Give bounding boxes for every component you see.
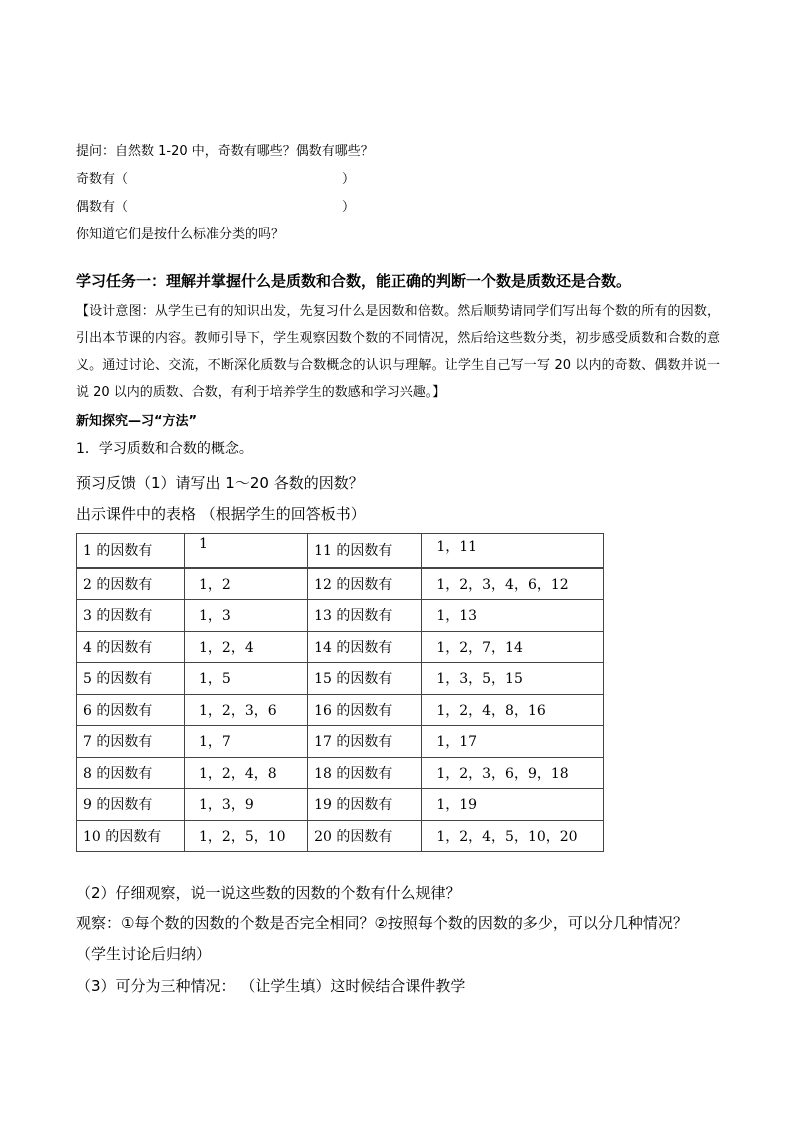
factor-table [76, 533, 604, 852]
number-label-cell: 5 的因数有 [77, 663, 185, 695]
number-label-cell: 7 的因数有 [77, 726, 185, 758]
factor-values-cell: 1，2，5，10 [185, 820, 308, 852]
factor-values-cell: 1，2，3，4，6，12 [422, 568, 604, 600]
factor-values-cell: 1，2，3，6，9，18 [422, 757, 604, 789]
number-label-cell: 2 的因数有 [77, 568, 185, 600]
table-row [77, 534, 604, 568]
question-3: （3）可分为三种情况： （让学生填）这时候结合课件教学 [76, 977, 466, 995]
intro-question: 提问：自然数 1-20 中，奇数有哪些？偶数有哪些？ [76, 144, 374, 159]
step-1: 1．学习质数和合数的概念。 [76, 441, 253, 457]
factor-values-cell: 1，2，4 [185, 631, 308, 663]
factor-values-cell: 1，17 [422, 726, 604, 758]
number-label-cell: 3 的因数有 [77, 600, 185, 632]
factor-values-cell: 1，2，3，6 [185, 694, 308, 726]
number-label-cell: 9 的因数有 [77, 789, 185, 821]
factor-values-cell: 1，2，7，14 [422, 631, 604, 663]
factor-values-cell: 1，13 [422, 600, 604, 632]
question-2: （2）仔细观察，说一说这些数的因数的个数有什么规律？ [76, 884, 461, 902]
table-intro: 出示课件中的表格 （根据学生的回答板书） [76, 505, 366, 523]
factor-values-cell: 1，11 [422, 534, 604, 568]
even-label: 偶数有（ [76, 200, 129, 215]
factor-table-body [77, 534, 604, 852]
factor-values-cell: 1，5 [185, 663, 308, 695]
table-row [77, 820, 604, 852]
number-label-cell: 12 的因数有 [308, 568, 422, 600]
factor-values-cell: 1，2，4，5，10，20 [422, 820, 604, 852]
factor-values-cell: 1 [185, 534, 308, 568]
factor-values-cell: 1，3，5，15 [422, 663, 604, 695]
number-label-cell: 20 的因数有 [308, 820, 422, 852]
observe-prompts: 观察：①每个数的因数的个数是否完全相同？②按照每个数的因数的多少，可以分几种情况？ [76, 914, 688, 932]
odd-close-paren: ） [342, 172, 356, 187]
number-label-cell: 18 的因数有 [308, 757, 422, 789]
even-numbers-prompt [76, 196, 128, 215]
even-close-paren: ） [342, 200, 356, 215]
factor-values-cell: 1，19 [422, 789, 604, 821]
number-label-cell: 19 的因数有 [308, 789, 422, 821]
odd-label: 奇数有（ [76, 172, 129, 187]
table-row [77, 568, 604, 600]
factor-values-cell: 1，3 [185, 600, 308, 632]
factor-values-cell: 1，7 [185, 726, 308, 758]
design-intent: 【设计意图：从学生已有的知识出发，先复习什么是因数和倍数。然后顺势请同学们写出每个数的所有的因数，引出本节课的内容。教师引导下，学生观察因数个数的不同情况，然后给这些数分类，初步感受质数和合数的意义。通过讨论、交流，不断深化质数与合数概念的认识与理解。让学生自己写一写 20 以内的奇数、偶数并说一说 20 以内的质数、合数，有利于培养学生的数感和学习兴趣。】 [76, 304, 720, 400]
number-label-cell: 14 的因数有 [308, 631, 422, 663]
number-label-cell: 6 的因数有 [77, 694, 185, 726]
table-row [77, 757, 604, 789]
number-label-cell: 13 的因数有 [308, 600, 422, 632]
number-label-cell: 10 的因数有 [77, 820, 185, 852]
section-title: 新知探究—习“方法” [76, 414, 198, 429]
number-label-cell: 11 的因数有 [308, 534, 422, 568]
number-label-cell: 15 的因数有 [308, 663, 422, 695]
table-row [77, 663, 604, 695]
number-label-cell: 1 的因数有 [77, 534, 185, 568]
preview-question: 预习反馈（1）请写出 1～20 各数的因数？ [76, 474, 364, 492]
factor-values-cell: 1，2，4，8，16 [422, 694, 604, 726]
discussion-note: （学生讨论后归纳） [76, 945, 212, 963]
table-row [77, 600, 604, 632]
factor-values-cell: 1，2 [185, 568, 308, 600]
odd-numbers-prompt [76, 168, 128, 187]
classification-question: 你知道它们是按什么标准分类的吗？ [76, 227, 285, 242]
table-row [77, 631, 604, 663]
number-label-cell: 16 的因数有 [308, 694, 422, 726]
factor-values-cell: 1，2，4，8 [185, 757, 308, 789]
table-row [77, 789, 604, 821]
number-label-cell: 8 的因数有 [77, 757, 185, 789]
factor-values-cell: 1，3，9 [185, 789, 308, 821]
number-label-cell: 17 的因数有 [308, 726, 422, 758]
number-label-cell: 4 的因数有 [77, 631, 185, 663]
table-row [77, 694, 604, 726]
table-row [77, 726, 604, 758]
task-heading: 学习任务一：理解并掌握什么是质数和合数，能正确的判断一个数是质数还是合数。 [76, 272, 632, 290]
